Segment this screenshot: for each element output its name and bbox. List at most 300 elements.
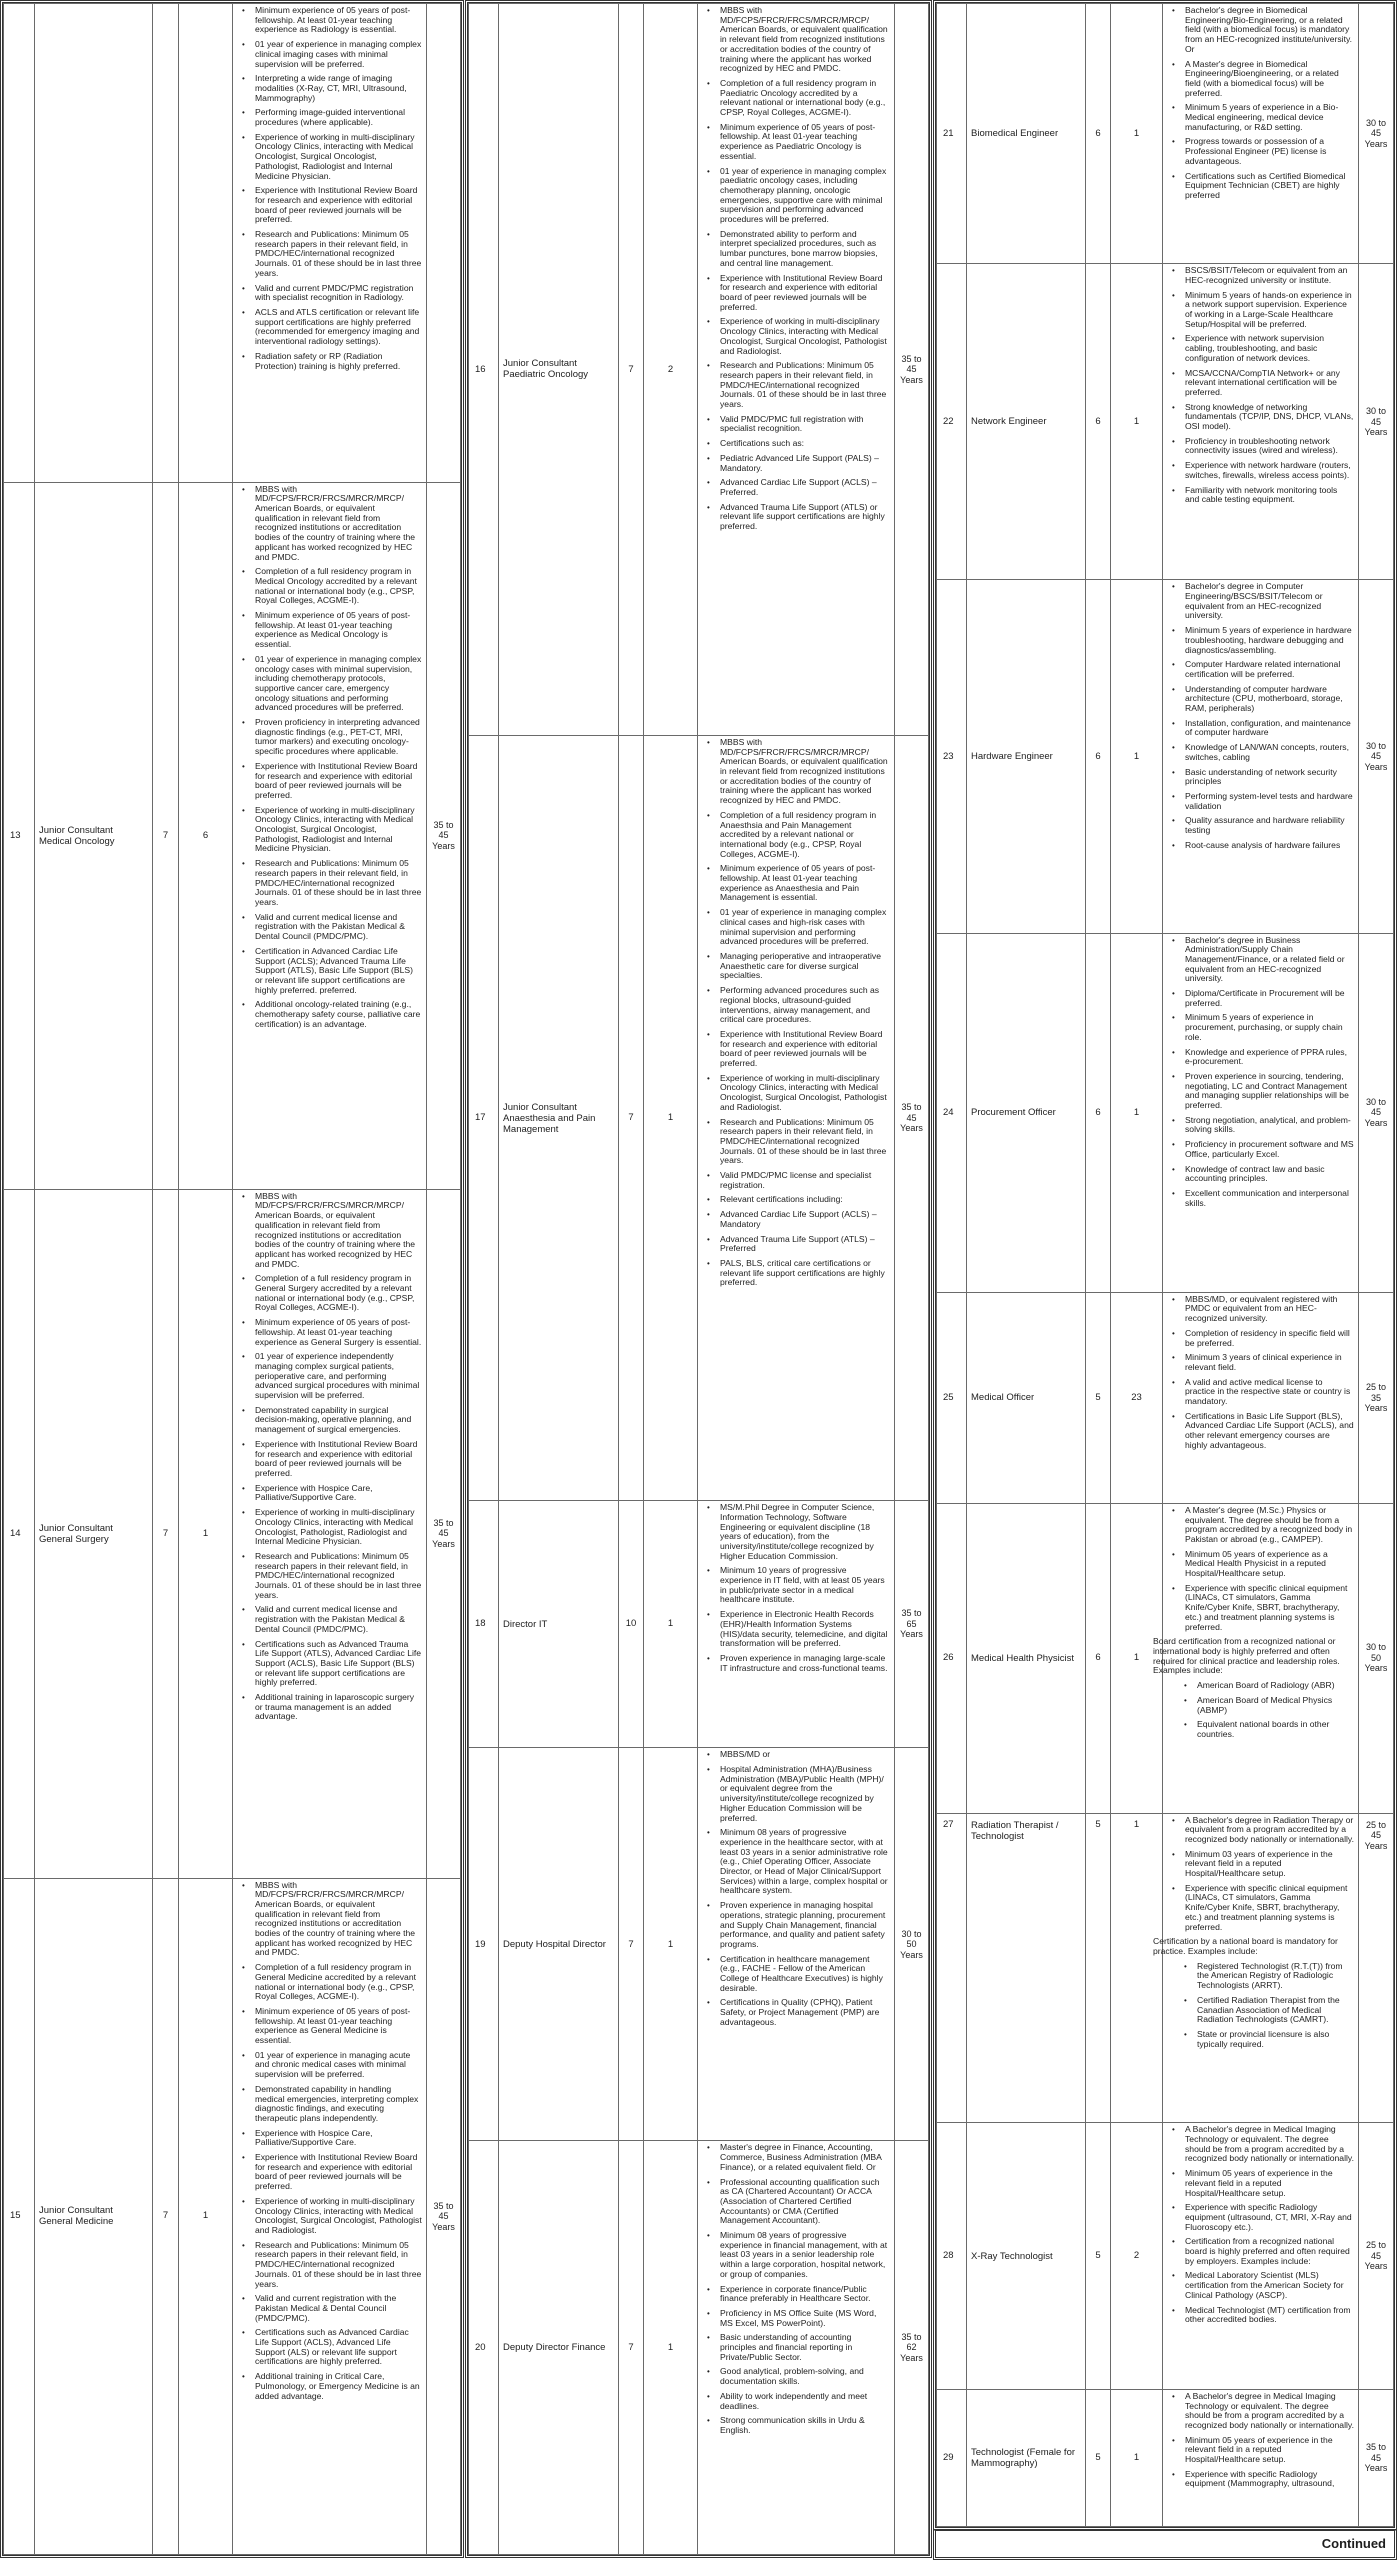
qualification-item: • Performing image-guided interventional procedures (where applicable). xyxy=(255,108,422,127)
age-limit: 35 to 65 Years xyxy=(895,1501,929,1748)
qualification-item: • 01 year of experience in managing complex clinical cases and high-risk cases with minimal supervision and performing advanced procedures will be preferred. xyxy=(720,908,890,947)
age-limit: 35 to 45 Years xyxy=(895,4,929,736)
post-name: Junior Consultant Paediatric Oncology xyxy=(499,4,619,736)
post-name xyxy=(35,4,153,483)
qualification-item: • Proven experience in managing hospital operations, strategic planning, procurement and Supply Chain Management, financial performance, and quality and patient safety programs. xyxy=(720,1901,890,1950)
qualification-item: • Professional accounting qualification such as CA (Chartered Accountant) Or ACCA (Association of Chartered Certified Accountants) or CMA (Certified Management Accountant). xyxy=(720,2178,890,2227)
post-name: Network Engineer xyxy=(967,264,1086,580)
post-count: 23 xyxy=(1111,1292,1163,1503)
post-count: 1 xyxy=(644,1501,698,1748)
qualification-item: • Managing perioperative and intraoperative Anaesthetic care for diverse surgical specialties. xyxy=(720,952,890,981)
serial-number: 21 xyxy=(937,4,967,264)
serial-number: 16 xyxy=(469,4,499,736)
age-limit: 35 to 45 Years xyxy=(427,482,461,1189)
qualification-item: • Advanced Cardiac Life Support (ACLS) – Mandatory xyxy=(720,1210,890,1229)
qualification-list xyxy=(1167,2125,1354,2325)
qualification-item: • Experience with network supervision cabling, troubleshooting, and basic configuration of network devices. xyxy=(1185,334,1354,363)
qualification-item: • Bachelor's degree in Business Administration/Supply Chain Management/Finance, or a related field or equivalent from an HEC-recognized university. xyxy=(1185,936,1354,985)
qualification-list xyxy=(1167,1506,1354,1632)
qualification-item: • Valid and current medical license and registration with the Pakistan Medical & Dental Council (PMDC/PMC). xyxy=(255,913,422,942)
qualification-list xyxy=(1167,1295,1354,1451)
bps-grade: 5 xyxy=(1086,2389,1111,2526)
post-count: 2 xyxy=(644,4,698,736)
qualification-item: • Certifications such as Certified Biomedical Equipment Technician (CBET) are highly preferred xyxy=(1185,172,1354,201)
certification-examples xyxy=(1167,1962,1354,2050)
qualification-item: • Experience with Hospice Care, Palliative/Supportive Care. xyxy=(255,1484,422,1503)
qualification-item: • Pediatric Advanced Life Support (PALS) – Mandatory. xyxy=(720,454,890,473)
qualification-item: • Proficiency in MS Office Suite (MS Word, MS Excel, MS PowerPoint). xyxy=(720,2309,890,2328)
qualification-item: • Minimum experience of 05 years of post-fellowship. At least 01-year teaching experience as Radiology is essential. xyxy=(255,6,422,35)
qualification-item: • Minimum 5 years of experience in procurement, purchasing, or supply chain role. xyxy=(1185,1013,1354,1042)
post-name: Junior Consultant Medical Oncology xyxy=(35,482,153,1189)
qualification-item: • MBBS with MD/FCPS/FRCR/FRCS/MRCR/MRCP/ American Boards, or equivalent qualification in relevant field from recognized institutions or accreditation bodies of the country of training where the applicant has worked recognized by HEC and PMDC. xyxy=(255,1881,422,1959)
certification-example: • State or provincial licensure is also typically required. xyxy=(1197,2030,1354,2049)
qualification-item: • Bachelor's degree in Biomedical Engineering/Bio-Engineering, or a related field (with a biomedical focus) is mandatory from an HEC-recognized institute/university. Or xyxy=(1185,6,1354,55)
certification-example: • American Board of Radiology (ABR) xyxy=(1197,1681,1354,1691)
qualification-item: • Additional training in laparoscopic surgery or trauma management is an added advantage. xyxy=(255,1693,422,1722)
job-row xyxy=(937,1813,1394,2123)
qualification-list xyxy=(702,6,890,532)
certification-examples xyxy=(1167,1681,1354,1740)
qualification-item: • MBBS/MD, or equivalent registered with PMDC or equivalent from an HEC-recognized university. xyxy=(1185,1295,1354,1324)
qualification-item: • Additional oncology-related training (e.g., chemotherapy safety course, palliative care certification) is an advantage. xyxy=(255,1000,422,1029)
qualification-list xyxy=(237,6,422,371)
post-name: Biomedical Engineer xyxy=(967,4,1086,264)
age-limit: 35 to 45 Years xyxy=(1359,2389,1394,2526)
job-row xyxy=(4,1878,461,2555)
qualification-item: • Hospital Administration (MHA)/Business Administration (MBA)/Public Health (MPH)/ or equivalent degree from the university/institute/college recognized by Higher Education Commission will be preferred. xyxy=(720,1765,890,1823)
job-row xyxy=(4,482,461,1189)
qualification-item: • Minimum experience of 05 years of post-fellowship. At least 01-year teaching experience as Paediatric Oncology is essential. xyxy=(720,123,890,162)
serial-number xyxy=(4,4,35,483)
qualification-item: • Minimum 5 years of hands-on experience in a network support supervision. Experience of working in a Large-Scale Healthcare Setup/Hospital will be preferred. xyxy=(1185,291,1354,330)
qualification-cell xyxy=(698,2141,895,2555)
age-limit: 30 to 50 Years xyxy=(895,1748,929,2141)
post-count: 1 xyxy=(1111,580,1163,933)
qualification-item: • Advanced Cardiac Life Support (ACLS) – Preferred. xyxy=(720,478,890,497)
qualification-cell xyxy=(698,4,895,736)
qualification-item: • Minimum 10 years of progressive experience in IT field, with at least 05 years in public/private sector in a medical healthcare institute. xyxy=(720,1566,890,1605)
post-count: 2 xyxy=(1111,2123,1163,2390)
age-limit: 30 to 45 Years xyxy=(1359,4,1394,264)
certification-example: • Registered Technologist (R.T.(T)) from the American Registry of Radiologic Technologists (ARRT). xyxy=(1197,1962,1354,1991)
qualification-cell xyxy=(698,1501,895,1748)
qualification-item: • Minimum experience of 05 years of post-fellowship. At least 01-year teaching experience as General Surgery is essential. xyxy=(255,1318,422,1347)
qualification-item: • 01 year of experience in managing acute and chronic medical cases with minimal supervision will be preferred. xyxy=(255,2051,422,2080)
qualification-list xyxy=(702,2143,890,2435)
post-name: Junior Consultant General Surgery xyxy=(35,1189,153,1878)
serial-number: 28 xyxy=(937,2123,967,2390)
qualification-cell xyxy=(1153,1503,1359,1813)
qualification-item: • PALS, BLS, critical care certifications or relevant life support certifications are highly preferred. xyxy=(720,1259,890,1288)
qualification-item: • Certifications such as Advanced Trauma Life Support (ATLS), Advanced Cardiac Life Support (ACLS), Basic Life Support (BLS) or relevant life support certifications are highly preferred. xyxy=(255,1640,422,1689)
post-count: 1 xyxy=(1111,2389,1163,2526)
qualification-item: • Proven experience in sourcing, tendering, negotiating, LC and Contract Management and managing supplier relationships will be preferred. xyxy=(1185,1072,1354,1111)
qualification-item: • Experience with Institutional Review Board for research and experience with editorial board of peer reviewed journals will be preferred. xyxy=(720,1030,890,1069)
age-limit: 30 to 50 Years xyxy=(1359,1503,1394,1813)
qualification-cell xyxy=(1163,580,1359,933)
job-row xyxy=(937,933,1394,1292)
qualification-item: • Minimum 03 years of experience in the relevant field in a reputed Hospital/Healthcare setup. xyxy=(1185,1850,1354,1879)
age-limit: 35 to 45 Years xyxy=(895,735,929,1500)
qualification-item: • Experience with Institutional Review Board for research and experience with editorial board of peer reviewed journals will be preferred. xyxy=(255,2153,422,2192)
qualification-item: • Ability to work independently and meet deadlines. xyxy=(720,2392,890,2411)
qualification-item: • MBBS with MD/FCPS/FRCR/FRCS/MRCR/MRCP/ American Boards, or equivalent qualification in relevant field from recognized institutions or accreditation bodies of the country of training where the applicant has worked recognized by HEC and PMDC. xyxy=(255,1192,422,1270)
serial-number: 23 xyxy=(937,580,967,933)
qualification-cell xyxy=(1163,4,1359,264)
post-count: 1 xyxy=(1111,4,1163,264)
serial-number: 27 xyxy=(937,1813,967,2123)
qualification-item: • Experience of working in multi-disciplinary Oncology Clinics, interacting with Medical Oncologist, Surgical Oncologist, Pathologist and Radiologist. xyxy=(255,2197,422,2236)
job-row xyxy=(469,735,929,1500)
qualification-item: • Completion of a full residency program in General Surgery accredited by a relevant national or international body (e.g., CPSP, Royal Colleges, ACGME-I). xyxy=(255,1274,422,1313)
qualification-item: • Master's degree in Finance, Accounting, Commerce, Business Administration (MBA Finance), or a related equivalent field. Or xyxy=(720,2143,890,2172)
qualification-item: • Research and Publications: Minimum 05 research papers in their relevant field, in PMDC/HEC/international recognized Journals. 01 of these should be in last three years. xyxy=(720,1118,890,1167)
job-row xyxy=(469,1501,929,1748)
qualification-cell xyxy=(1163,2389,1359,2526)
jobs-table-column-1 xyxy=(0,0,464,2558)
post-count: 1 xyxy=(179,1878,233,2555)
qualification-item: • Completion of a full residency program in Paediatric Oncology accredited by a relevant national or international body (e.g., CPSP, Royal Colleges, ACGME-I). xyxy=(720,79,890,118)
post-count: 1 xyxy=(179,1189,233,1878)
age-limit: 30 to 45 Years xyxy=(1359,580,1394,933)
continued-label: Continued xyxy=(933,2530,1397,2560)
certification-example: • Certified Radiation Therapist from the Canadian Association of Medical Radiation Technologists (CAMRT). xyxy=(1197,1996,1354,2025)
qualification-item: • A Master's degree in Biomedical Engineering/Bioengineering, or a related field (with a biomedical focus) will be preferred. xyxy=(1185,60,1354,99)
qualification-item: • Advanced Trauma Life Support (ATLS) or relevant life support certifications are highly preferred. xyxy=(720,503,890,532)
bps-grade: 7 xyxy=(153,1878,179,2555)
job-row xyxy=(937,1292,1394,1503)
post-count: 1 xyxy=(1111,264,1163,580)
post-name: Junior Consultant Anaesthesia and Pain Management xyxy=(499,735,619,1500)
qualification-item: • A Master's degree (M.Sc.) Physics or equivalent. The degree should be from a program accredited by a recognized body in Pakistan or abroad (e.g., CAMPEP). xyxy=(1185,1506,1354,1545)
qualification-item: • Strong communication skills in Urdu & English. xyxy=(720,2416,890,2435)
qualification-item: • BSCS/BSIT/Telecom or equivalent from an HEC-recognized university or institute. xyxy=(1185,266,1354,285)
qualification-cell xyxy=(233,1878,427,2555)
qualification-item: • Proven experience in managing large-scale IT infrastructure and cross-functional teams. xyxy=(720,1654,890,1673)
post-name: Procurement Officer xyxy=(967,933,1086,1292)
qualification-item: • Certification from a recognized national board is highly preferred and often required by employers. Examples include: xyxy=(1185,2237,1354,2266)
bps-grade: 7 xyxy=(619,1748,644,2141)
qualification-item: • Minimum 08 years of progressive experience in financial management, with at least 03 years in a senior leadership role within a large corporation, hospital network, or group of companies. xyxy=(720,2231,890,2280)
qualification-item: • Certification in healthcare management (e.g., FACHE - Fellow of the American College of Healthcare Executives) is highly desirable. xyxy=(720,1955,890,1994)
bps-grade: 5 xyxy=(1086,2123,1111,2390)
qualification-item: • Performing system-level tests and hardware validation xyxy=(1185,792,1354,811)
qualification-item: • Minimum 5 years of experience in a Bio-Medical engineering, medical device manufacturing, or R&D setting. xyxy=(1185,103,1354,132)
bps-grade: 6 xyxy=(1086,4,1111,264)
qualification-item: • Valid PMDC/PMC license and specialist registration. xyxy=(720,1171,890,1190)
qualification-item: • Experience with Hospice Care, Palliative/Supportive Care. xyxy=(255,2129,422,2148)
qualification-item: • Valid PMDC/PMC full registration with specialist recognition. xyxy=(720,415,890,434)
qualification-item: • Research and Publications: Minimum 05 research papers in their relevant field, in PMDC/HEC/international recognized Journals. 01 of these should be in last three years. xyxy=(255,859,422,908)
age-limit: 35 to 62 Years xyxy=(895,2141,929,2555)
qualification-item: • Bachelor's degree in Computer Engineering/BSCS/BSIT/Telecom or equivalent from an HEC-recognized university. xyxy=(1185,582,1354,621)
qualification-list xyxy=(237,485,422,1030)
bps-grade: 6 xyxy=(1086,580,1111,933)
qualification-cell xyxy=(1163,933,1359,1292)
qualification-item: • A Bachelor's degree in Medical Imaging Technology or equivalent. The degree should be from a program accredited by a recognized body nationally or internationally. xyxy=(1185,2125,1354,2164)
qualification-item: • Completion of a full residency program in Medical Oncology accredited by a relevant national or international body (e.g., CPSP, Royal Colleges, ACGME-I). xyxy=(255,567,422,606)
qualification-item: • Quality assurance and hardware reliability testing xyxy=(1185,816,1354,835)
qualification-cell xyxy=(1163,1292,1359,1503)
qualification-item: • Good analytical, problem-solving, and documentation skills. xyxy=(720,2367,890,2386)
qualification-item: • Research and Publications: Minimum 05 research papers in their relevant field, in PMDC/HEC/international recognized Journals. 01 of these should be in last three years. xyxy=(255,1552,422,1601)
qualification-item: • MBBS/MD or xyxy=(720,1750,890,1760)
bps-grade: 5 xyxy=(1086,1813,1111,2123)
qualification-item: • Experience in corporate finance/Public finance preferably in Healthcare Sector. xyxy=(720,2285,890,2304)
serial-number: 19 xyxy=(469,1748,499,2141)
qualification-item: • 01 year of experience in managing complex clinical imaging cases with minimal supervision will be preferred. xyxy=(255,40,422,69)
qualification-item: • Research and Publications: Minimum 05 research papers in their relevant field, in PMDC/HEC/international recognized Journals. 01 of these should be in last three years. xyxy=(255,2241,422,2290)
qualification-cell xyxy=(1153,1813,1359,2123)
qualification-item: • Experience of working in multi-disciplinary Oncology Clinics, interacting with Medical Oncologist, Surgical Oncologist, Pathologist and Radiologist. xyxy=(720,1074,890,1113)
qualification-list xyxy=(1167,6,1354,201)
qualification-item: • Medical Technologist (MT) certification from other accredited bodies. xyxy=(1185,2306,1354,2325)
qualification-item: • Minimum 05 years of experience in the relevant field in a reputed Hospital/Healthcare setup. xyxy=(1185,2169,1354,2198)
certification-note: Certification by a national board is mandatory for practice. Examples include: xyxy=(1153,1936,1338,1956)
bps-grade: 7 xyxy=(619,2141,644,2555)
age-limit: 25 to 35 Years xyxy=(1359,1292,1394,1503)
qualification-item: • Experience in Electronic Health Records (EHR)/Health Information Systems (HIS)/data security, telemedicine, and digital transformation will be preferred. xyxy=(720,1610,890,1649)
qualification-item: • Valid and current registration with the Pakistan Medical & Dental Council (PMDC/PMC). xyxy=(255,2294,422,2323)
bps-grade: 7 xyxy=(619,4,644,736)
job-row xyxy=(469,4,929,736)
qualification-item: • MBBS with MD/FCPS/FRCR/FRCS/MRCR/MRCP/ American Boards, or equivalent qualification in relevant field from recognized institutions or accreditation bodies of the country of training where the applicant has worked recognized by HEC and PMDC. xyxy=(720,6,890,74)
qualification-item: • Completion of a full residency program in Anaesthsia and Pain Management accredited by a relevant national or international body (e.g., CPSP, Royal Colleges, ACGME-I). xyxy=(720,811,890,860)
qualification-item: • Completion of residency in specific field will be preferred. xyxy=(1185,1329,1354,1348)
qualification-item: • Experience with Institutional Review Board for research and experience with editorial board of peer reviewed journals will be preferred. xyxy=(255,186,422,225)
qualification-list xyxy=(1167,266,1354,505)
job-row xyxy=(937,2389,1394,2526)
qualification-item: • Demonstrated ability to perform and interpret specialized procedures, such as lumbar punctures, bone marrow biopsies, and central line management. xyxy=(720,230,890,269)
post-count: 1 xyxy=(644,2141,698,2555)
qualification-item: • MCSA/CCNA/CompTIA Network+ or any relevant international certification will be preferred. xyxy=(1185,369,1354,398)
post-count: 1 xyxy=(1111,1813,1163,2123)
jobs-table-column-2 xyxy=(465,0,932,2558)
serial-number: 15 xyxy=(4,1878,35,2555)
qualification-item: • Radiation safety or RP (Radiation Protection) training is highly preferred. xyxy=(255,352,422,371)
qualification-item: • Research and Publications: Minimum 05 research papers in their relevant field, in PMDC/HEC/international recognized Journals. 01 of these should be in last three years. xyxy=(720,361,890,410)
certification-example: • American Board of Medical Physics (ABMP) xyxy=(1197,1696,1354,1715)
job-row xyxy=(469,1748,929,2141)
qualification-item: • Excellent communication and interpersonal skills. xyxy=(1185,1189,1354,1208)
qualification-item: • Relevant certifications including: xyxy=(720,1195,890,1205)
qualification-item: • 01 year of experience in managing complex oncology cases with minimal supervision, including chemotherapy protocols, supportive cancer care, emergency oncology situations and performing advanced procedures will be preferred. xyxy=(255,655,422,713)
qualification-item: • Experience with Institutional Review Board for research and experience with editorial board of peer reviewed journals will be preferred. xyxy=(720,274,890,313)
age-limit xyxy=(427,4,461,483)
qualification-item: • Familiarity with network monitoring tools and cable testing equipment. xyxy=(1185,486,1354,505)
qualification-item: • Computer Hardware related international certification will be preferred. xyxy=(1185,660,1354,679)
post-count: 1 xyxy=(644,1748,698,2141)
jobs-table-column-3 xyxy=(933,0,1397,2530)
qualification-item: • Experience with specific clinical equipment (LINACs, CT simulators, Gamma Knife/Cyber Knife, SBRT, brachytherapy, etc.) and treatment planning systems is preferred. xyxy=(1185,1884,1354,1933)
qualification-list xyxy=(1167,936,1354,1209)
serial-number: 20 xyxy=(469,2141,499,2555)
qualification-item: • Demonstrated capability in handling medical emergencies, interpreting complex diagnostic findings, and executing therapeutic plans independently. xyxy=(255,2085,422,2124)
qualification-item: • Certifications in Basic Life Support (BLS), Advanced Cardiac Life Support (ACLS), and other relevant emergency courses are highly advantageous. xyxy=(1185,1412,1354,1451)
post-name: Radiation Therapist / Technologist xyxy=(967,1813,1086,2123)
bps-grade: 7 xyxy=(153,482,179,1189)
qualification-item: • Minimum experience of 05 years of post-fellowship. At least 01-year teaching experience as General Medicine is essential. xyxy=(255,2007,422,2046)
qualification-item: • Interpreting a wide range of imaging modalities (X-Ray, CT, MRI, Ultrasound, Mammography) xyxy=(255,74,422,103)
qualification-item: • Strong negotiation, analytical, and problem-solving skills. xyxy=(1185,1116,1354,1135)
qualification-item: • Experience with Institutional Review Board for research and experience with editorial board of peer reviewed journals will be preferred. xyxy=(255,1440,422,1479)
post-name: Medical Health Physicist xyxy=(967,1503,1086,1813)
post-count xyxy=(179,4,233,483)
post-count: 1 xyxy=(1111,933,1163,1292)
serial-number: 13 xyxy=(4,482,35,1189)
qualification-item: • Minimum 5 years of experience in hardware troubleshooting, hardware debugging and diagnostics/assembling. xyxy=(1185,626,1354,655)
qualification-item: • Knowledge of LAN/WAN concepts, routers, switches, cabling xyxy=(1185,743,1354,762)
qualification-item: • Knowledge and experience of PPRA rules, e-procurement. xyxy=(1185,1048,1354,1067)
qualification-item: • Knowledge of contract law and basic accounting principles. xyxy=(1185,1165,1354,1184)
qualification-item: • Certifications in Quality (CPHQ), Patient Safety, or Project Management (PMP) are advantageous. xyxy=(720,1998,890,2027)
qualification-item: • Research and Publications: Minimum 05 research papers in their relevant field, in PMDC/HEC/international recognized Journals. 01 of these should be in last three years. xyxy=(255,230,422,279)
age-limit: 25 to 45 Years xyxy=(1359,1813,1394,2123)
job-row xyxy=(937,1503,1394,1813)
serial-number: 22 xyxy=(937,264,967,580)
qualification-list xyxy=(1167,1816,1354,1933)
bps-grade: 6 xyxy=(1086,1503,1111,1813)
qualification-item: • Installation, configuration, and maintenance of computer hardware xyxy=(1185,719,1354,738)
qualification-cell xyxy=(1163,264,1359,580)
qualification-item: • Experience with Institutional Review Board for research and experience with editorial board of peer reviewed journals will be preferred. xyxy=(255,762,422,801)
qualification-item: • ACLS and ATLS certification or relevant life support certifications are highly preferred (recommended for emergency imaging and interventional radiology settings). xyxy=(255,308,422,347)
qualification-cell xyxy=(233,4,427,483)
job-row xyxy=(4,4,461,483)
qualification-list xyxy=(237,1192,422,1722)
serial-number: 14 xyxy=(4,1189,35,1878)
qualification-item: • Experience with specific Radiology equipment (ultrasound, CT, MRI, X-Ray and Fluoroscopy etc.). xyxy=(1185,2203,1354,2232)
serial-number: 25 xyxy=(937,1292,967,1503)
qualification-item: • A Bachelor's degree in Radiation Therapy or equivalent from a program accredited by a recognized body nationally or internationally. xyxy=(1185,1816,1354,1845)
qualification-item: • Experience of working in multi-disciplinary Oncology Clinics, interacting with Medical Oncologist, Surgical Oncologist, Pathologist and Radiologist. xyxy=(720,317,890,356)
certification-example: • Equivalent national boards in other countries. xyxy=(1197,1720,1354,1739)
qualification-item: • Proven proficiency in interpreting advanced diagnostic findings (e.g., PET-CT, MRI, tumor markers) and executing oncology-specific procedures where applicable. xyxy=(255,718,422,757)
qualification-list xyxy=(702,738,890,1288)
job-row xyxy=(4,1189,461,1878)
post-name: Junior Consultant General Medicine xyxy=(35,1878,153,2555)
qualification-item: • Understanding of computer hardware architecture (CPU, motherboard, storage, RAM, peripherals) xyxy=(1185,685,1354,714)
qualification-item: • Additional training in Critical Care, Pulmonology, or Emergency Medicine is an added advantage. xyxy=(255,2372,422,2401)
certification-note: Board certification from a recognized national or international body is highly preferred and often required for clinical practice and leadership roles. Examples include: xyxy=(1153,1636,1340,1676)
qualification-cell xyxy=(698,1748,895,2141)
age-limit: 35 to 45 Years xyxy=(427,1189,461,1878)
qualification-item: • A valid and active medical license to practice in the respective state or country is mandatory. xyxy=(1185,1378,1354,1407)
qualification-item: • Certifications such as: xyxy=(720,439,890,449)
qualification-item: • Minimum 05 years of experience as a Medical Health Physicist in a reputed Hospital/Healthcare setup. xyxy=(1185,1550,1354,1579)
qualification-list xyxy=(1167,2392,1354,2489)
post-name: Deputy Hospital Director xyxy=(499,1748,619,2141)
qualification-item: • MS/M.Phil Degree in Computer Science, Information Technology, Software Engineering or equivalent discipline (18 years of education), from the university/institute/college recognized by Higher Education Commission. xyxy=(720,1503,890,1561)
qualification-item: • Certifications such as Advanced Cardiac Life Support (ACLS), Advanced Life Support (ALS) or relevant life support certifications are highly preferred. xyxy=(255,2328,422,2367)
qualification-item: • Experience with specific clinical equipment (LINACs, CT simulators, Gamma Knife/Cyber Knife, SBRT, brachytherapy, etc.) and treatment planning systems is preferred. xyxy=(1185,1584,1354,1633)
qualification-item: • Proficiency in troubleshooting network connectivity issues (wired and wireless). xyxy=(1185,437,1354,456)
bps-grade: 7 xyxy=(153,1189,179,1878)
qualification-item: • Certification in Advanced Cardiac Life Support (ACLS); Advanced Trauma Life Support (ATLS), Basic Life Support (BLS) or relevant life support certifications are highly preferred. preferred. xyxy=(255,947,422,996)
qualification-item: • Completion of a full residency program in General Medicine accredited by a relevant national or international body (e.g., CPSP, Royal Colleges, ACGME-I). xyxy=(255,1963,422,2002)
qualification-item: • Minimum 3 years of clinical experience in relevant field. xyxy=(1185,1353,1354,1372)
qualification-item: • Experience of working in multi-disciplinary Oncology Clinics, interacting with Medical Oncologist, Surgical Oncologist, Pathologist, Radiologist and Internal Medicine Physician. xyxy=(255,806,422,855)
qualification-item: • Proficiency in procurement software and MS Office, particularly Excel. xyxy=(1185,1140,1354,1159)
qualification-item: • Minimum experience of 05 years of post-fellowship. At least 01-year teaching experience as Anaesthesia and Pain Management is essential. xyxy=(720,864,890,903)
bps-grade xyxy=(153,4,179,483)
qualification-item: • 01 year of experience independently managing complex surgical patients, perioperative care, and performing advanced surgical procedures with minimal supervision will be preferred. xyxy=(255,1352,422,1401)
qualification-list xyxy=(1167,582,1354,850)
serial-number: 18 xyxy=(469,1501,499,1748)
job-row xyxy=(469,2141,929,2555)
qualification-item: • Demonstrated capability in surgical decision-making, operative planning, and management of surgical emergencies. xyxy=(255,1406,422,1435)
qualification-item: • Root-cause analysis of hardware failures xyxy=(1185,841,1354,851)
qualification-item: • MBBS with MD/FCPS/FRCR/FRCS/MRCR/MRCP/ American Boards, or equivalent qualification in relevant field from recognized institutions or accreditation bodies of the country of training where the applicant has worked recognized by HEC and PMDC. xyxy=(255,485,422,563)
qualification-item: • Advanced Trauma Life Support (ATLS) – Preferred xyxy=(720,1235,890,1254)
job-row xyxy=(937,2123,1394,2390)
qualification-item: • Strong knowledge of networking fundamentals (TCP/IP, DNS, DHCP, VLANs, OSI model). xyxy=(1185,403,1354,432)
qualification-cell xyxy=(698,735,895,1500)
job-row xyxy=(937,264,1394,580)
qualification-item: • Experience of working in multi-disciplinary Oncology Clinics, interacting with Medical Oncologist, Surgical Oncologist, Pathologist, Radiologist and Internal Medicine Physician. xyxy=(255,133,422,182)
serial-number: 29 xyxy=(937,2389,967,2526)
qualification-cell xyxy=(1163,2123,1359,2390)
bps-grade: 7 xyxy=(619,735,644,1500)
bps-grade: 5 xyxy=(1086,1292,1111,1503)
post-count: 6 xyxy=(179,482,233,1189)
post-name: Deputy Director Finance xyxy=(499,2141,619,2555)
qualification-item: • Progress towards or possession of a Professional Engineer (PE) license is advantageous. xyxy=(1185,137,1354,166)
post-name: Medical Officer xyxy=(967,1292,1086,1503)
qualification-list xyxy=(237,1881,422,2402)
bps-grade: 10 xyxy=(619,1501,644,1748)
qualification-list xyxy=(702,1750,890,2027)
qualification-item: • 01 year of experience in managing complex paediatric oncology cases, including chemotherapy planning, oncologic emergencies, supportive care with minimal supervision and performing advanced procedures will be preferred. xyxy=(720,167,890,225)
qualification-item: • Performing advanced procedures such as regional blocks, ultrasound-guided interventions, airway management, and critical care procedures. xyxy=(720,986,890,1025)
qualification-item: • Experience with network hardware (routers, switches, firewalls, wireless access points). xyxy=(1185,461,1354,480)
serial-number: 26 xyxy=(937,1503,967,1813)
age-limit: 35 to 45 Years xyxy=(427,1878,461,2555)
job-row xyxy=(937,580,1394,933)
qualification-list xyxy=(702,1503,890,1673)
qualification-item: • A Bachelor's degree in Medical Imaging Technology or equivalent. The degree should be from a program accredited by a recognized body nationally or internationally. xyxy=(1185,2392,1354,2431)
post-name: Hardware Engineer xyxy=(967,580,1086,933)
qualification-cell xyxy=(233,1189,427,1878)
qualification-item: • Experience with specific Radiology equipment (Mammography, ultrasound, xyxy=(1185,2470,1354,2489)
job-row xyxy=(937,4,1394,264)
post-count: 1 xyxy=(1111,1503,1163,1813)
age-limit: 30 to 45 Years xyxy=(1359,933,1394,1292)
bps-grade: 6 xyxy=(1086,933,1111,1292)
bps-grade: 6 xyxy=(1086,264,1111,580)
qualification-cell xyxy=(233,482,427,1189)
qualification-item: • Valid and current medical license and registration with the Pakistan Medical & Dental Council (PMDC/PMC). xyxy=(255,1605,422,1634)
qualification-item: • Minimum experience of 05 years of post-fellowship. At least 01-year teaching experience as Medical Oncology is essential. xyxy=(255,611,422,650)
serial-number: 24 xyxy=(937,933,967,1292)
qualification-item: • MBBS with MD/FCPS/FRCR/FRCS/MRCR/MRCP/ American Boards, or equivalent qualification in relevant field from recognized institutions or accreditation bodies of the country of training where the applicant has worked recognized by HEC and PMDC. xyxy=(720,738,890,806)
qualification-item: • Valid and current PMDC/PMC registration with specialist recognition in Radiology. xyxy=(255,284,422,303)
post-name: X-Ray Technologist xyxy=(967,2123,1086,2390)
qualification-item: • Minimum 05 years of experience in the relevant field in a reputed Hospital/Healthcare setup. xyxy=(1185,2436,1354,2465)
qualification-item: • Experience of working in multi-disciplinary Oncology Clinics, interacting with Medical Oncologist, Pathologist, Radiologist and Internal Medicine Physician. xyxy=(255,1508,422,1547)
age-limit: 30 to 45 Years xyxy=(1359,264,1394,580)
post-count: 1 xyxy=(644,735,698,1500)
age-limit: 25 to 45 Years xyxy=(1359,2123,1394,2390)
serial-number: 17 xyxy=(469,735,499,1500)
qualification-item: • Diploma/Certificate in Procurement will be preferred. xyxy=(1185,989,1354,1008)
qualification-item: • Basic understanding of network security principles xyxy=(1185,768,1354,787)
post-name: Technologist (Female for Mammography) xyxy=(967,2389,1086,2526)
qualification-item: • Medical Laboratory Scientist (MLS) certification from the American Society for Clinical Pathology (ASCP). xyxy=(1185,2271,1354,2300)
qualification-item: • Basic understanding of accounting principles and financial reporting in Private/Public Sector. xyxy=(720,2333,890,2362)
post-name: Director IT xyxy=(499,1501,619,1748)
